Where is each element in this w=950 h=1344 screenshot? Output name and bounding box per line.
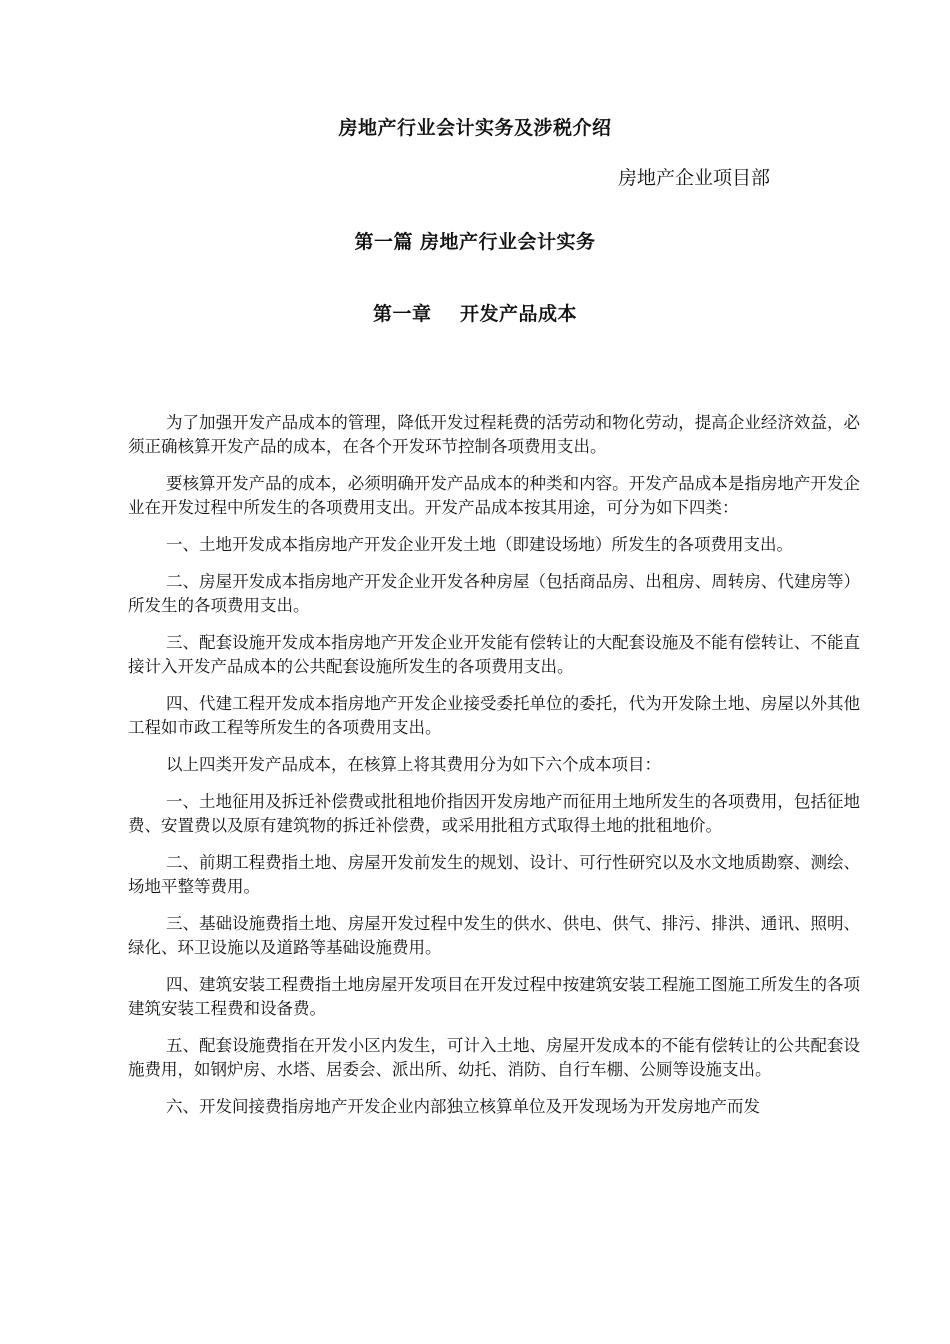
paragraph-facility-cost: 三、配套设施开发成本指房地产开发企业开发能有偿转让的大配套设施及不能有偿转让、不能直接计入开发产品成本的公共配套设施所发生的各项费用支出。	[128, 633, 860, 676]
document-title: 房地产行业会计实务及涉税介绍	[338, 117, 612, 139]
paragraph-house-cost: 二、房屋开发成本指房地产开发企业开发各种房屋（包括商品房、出租房、周转房、代建房等）所发生的各项费用支出。	[128, 572, 860, 615]
paragraph-item-land-acquisition: 一、土地征用及拆迁补偿费或批租地价指因开发房地产而征用土地所发生的各项费用，包括征地费、安置费以及原有建筑物的拆迁补偿费，或采用批租方式取得土地的批租地价。	[128, 792, 860, 835]
paragraph-item-construction: 四、建筑安装工程费指土地房屋开发项目在开发过程中按建筑安装工程施工图施工所发生的各项建筑安装工程费和设备费。	[128, 975, 860, 1018]
document-body	[128, 411, 860, 1132]
chapter-title: 第一章 开发产品成本	[373, 303, 577, 325]
department-name: 房地产企业项目部	[618, 167, 771, 189]
paragraph-intro: 为了加强开发产品成本的管理，降低开发过程耗费的活劳动和物化劳动，提高企业经济效益，必须正确核算开发产品的成本，在各个开发环节控制各项费用支出。	[128, 413, 860, 456]
paragraph-land-cost: 一、土地开发成本指房地产开发企业开发土地（即建设场地）所发生的各项费用支出。	[166, 535, 793, 554]
paragraph-agency-cost: 四、代建工程开发成本指房地产开发企业接受委托单位的委托，代为开发除土地、房屋以外其他工程如市政工程等所发生的各项费用支出。	[128, 694, 860, 737]
part-title: 第一篇 房地产行业会计实务	[354, 231, 596, 253]
paragraph-cost-types: 要核算开发产品的成本，必须明确开发产品成本的种类和内容。开发产品成本是指房地产开发企业在开发过程中所发生的各项费用支出。开发产品成本按其用途，可分为如下四类：	[128, 474, 860, 517]
paragraph-item-indirect: 六、开发间接费指房地产开发企业内部独立核算单位及开发现场为开发房地产而发	[166, 1097, 760, 1116]
paragraph-item-facilities: 五、配套设施费指在开发小区内发生，可计入土地、房屋开发成本的不能有偿转让的公共配套设施费用，如钢炉房、水塔、居委会、派出所、幼托、消防、自行车棚、公厕等设施支出。	[128, 1036, 860, 1079]
paragraph-six-items: 以上四类开发产品成本，在核算上将其费用分为如下六个成本项目：	[166, 755, 661, 774]
paragraph-item-preliminary: 二、前期工程费指土地、房屋开发前发生的规划、设计、可行性研究以及水文地质勘察、测绘、场地平整等费用。	[128, 853, 860, 896]
paragraph-item-infrastructure: 三、基础设施费指土地、房屋开发过程中发生的供水、供电、供气、排污、排洪、通讯、照明、绿化、环卫设施以及道路等基础设施费用。	[128, 914, 860, 957]
